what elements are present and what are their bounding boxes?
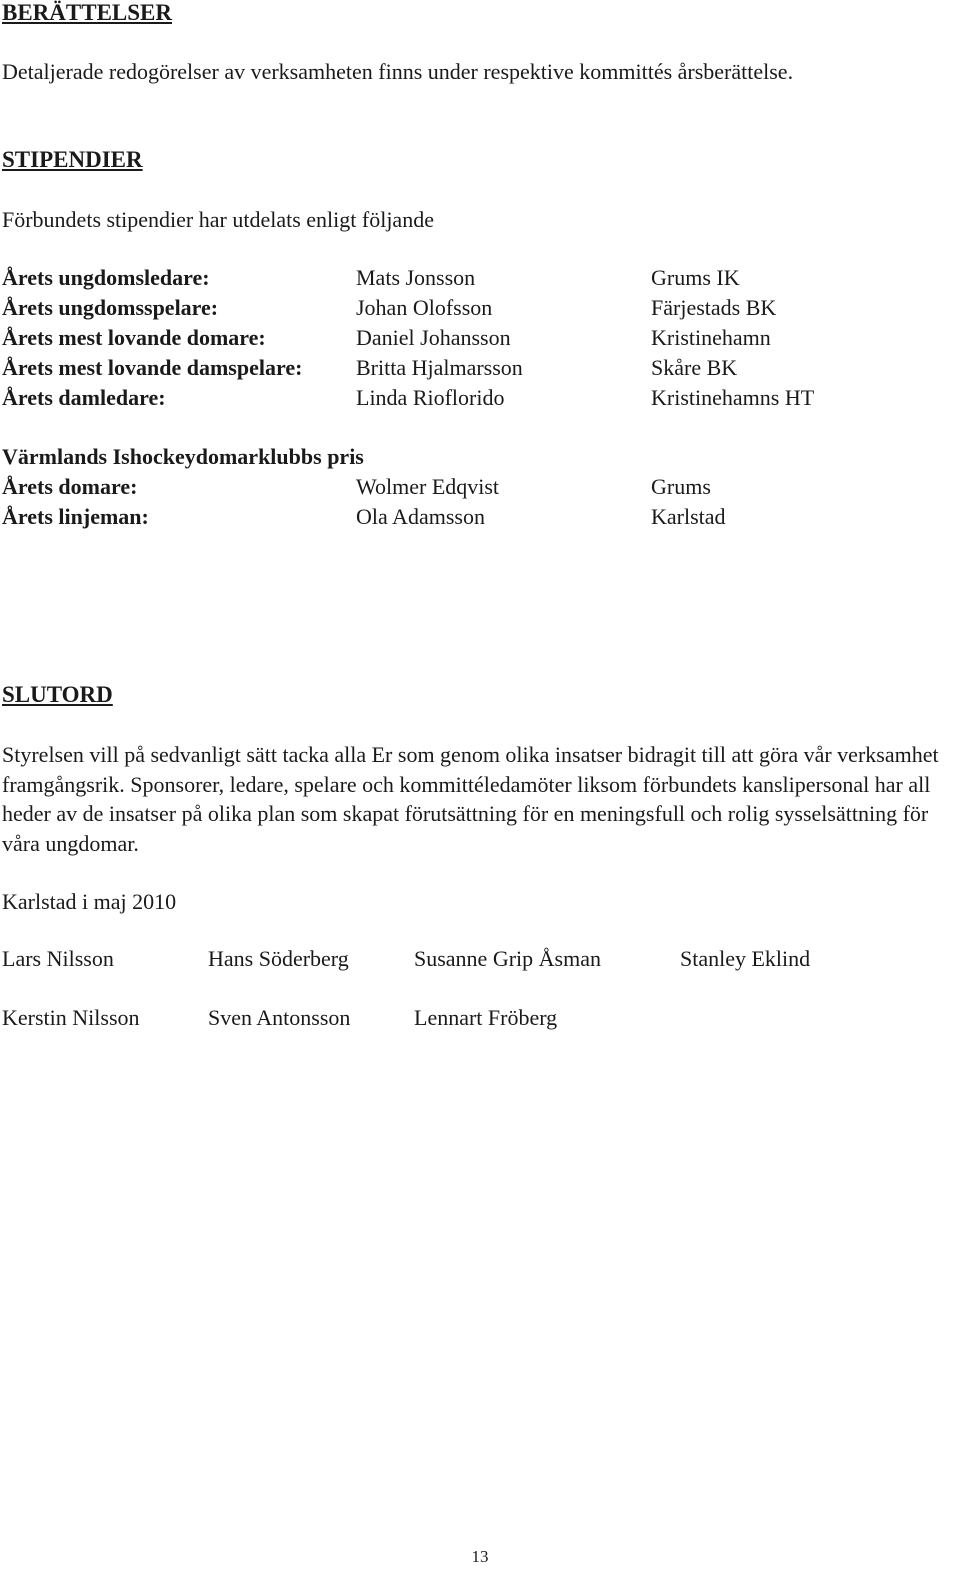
page-number: 13 <box>471 1547 489 1566</box>
award-recipient: Mats Jonsson <box>356 265 476 290</box>
award-role: Årets ungdomsspelare: <box>2 295 219 320</box>
award-role: Årets mest lovande domare: <box>2 325 266 350</box>
slutord-text: Styrelsen vill på sedvanligt sätt tacka alla Er som genom olika insatser bidragit till att göra vår verksamhet framgångsrik. Sponsorer, ledare, spelare och kommittéledamöter liksom förbundets kanslipersonal har all heder av de insatser på olika plan som skapat förutsättning för en meningsfull och rolig sysselsättning för våra ungdomar. <box>2 742 939 857</box>
award-role: Årets domare: <box>2 474 138 499</box>
section-heading-stipendier: STIPENDIER <box>2 147 143 172</box>
berattelser-text: Detaljerade redogörelser av verksamheten finns under respektive kommittés årsberättelse. <box>2 59 794 84</box>
award-recipient: Daniel Johansson <box>356 325 511 350</box>
award-recipient: Wolmer Edqvist <box>356 474 500 499</box>
award-club: Grums IK <box>651 265 740 290</box>
section-heading-berattelser: BERÄTTELSER <box>2 0 173 25</box>
award-role: Årets ungdomsledare: <box>2 265 210 290</box>
award-club: Karlstad <box>651 504 726 529</box>
club-prize-heading: Värmlands Ishockeydomarklubbs pris <box>2 444 364 469</box>
signature-name: Stanley Eklind <box>680 946 811 971</box>
award-club: Grums <box>651 474 711 499</box>
award-role: Årets linjeman: <box>2 504 149 529</box>
signature-name: Susanne Grip Åsman <box>414 946 601 971</box>
signature-name: Lennart Fröberg <box>414 1005 558 1030</box>
place-date: Karlstad i maj 2010 <box>2 889 177 914</box>
signature-name: Hans Söderberg <box>208 946 349 971</box>
award-club: Kristinehamns HT <box>651 385 815 410</box>
award-recipient: Ola Adamsson <box>356 504 485 529</box>
stipendier-intro: Förbundets stipendier har utdelats enligt följande <box>2 207 434 232</box>
signature-name: Kerstin Nilsson <box>2 1005 140 1030</box>
award-role: Årets damledare: <box>2 385 166 410</box>
award-recipient: Britta Hjalmarsson <box>356 355 523 380</box>
award-recipient: Johan Olofsson <box>356 295 493 320</box>
signature-name: Lars Nilsson <box>2 946 114 971</box>
award-recipient: Linda Rioflorido <box>356 385 505 410</box>
award-role: Årets mest lovande damspelare: <box>2 355 303 380</box>
award-club: Skåre BK <box>651 355 738 380</box>
section-heading-slutord: SLUTORD <box>2 682 113 707</box>
award-club: Färjestads BK <box>651 295 777 320</box>
award-club: Kristinehamn <box>651 325 771 350</box>
signature-name: Sven Antonsson <box>208 1005 351 1030</box>
